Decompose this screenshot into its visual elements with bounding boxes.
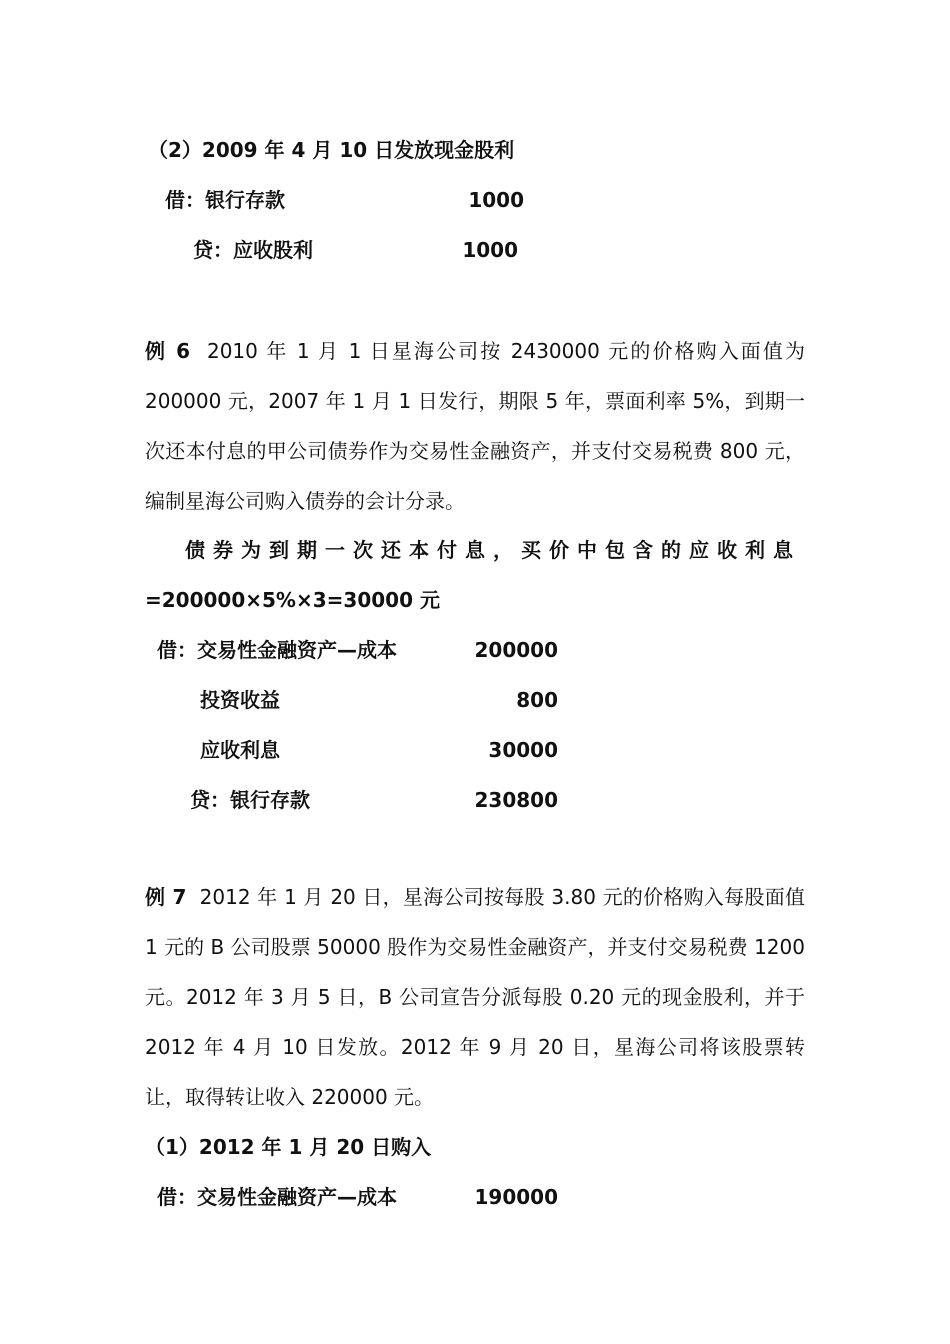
section-heading: （2）2009 年 4 月 10 日发放现金股利 xyxy=(148,138,515,162)
credit-amount: 1000 xyxy=(462,238,518,262)
entry-label: 借：交易性金融资产—成本 xyxy=(157,638,397,662)
example7-label: 例 7 xyxy=(145,885,187,909)
note-line-1: 债券为到期一次还本付息，买价中包含的应收利息 xyxy=(185,538,801,562)
debit-amount: 1000 xyxy=(468,188,524,212)
entry-amount: 30000 xyxy=(488,738,558,762)
entry-label: 应收利息 xyxy=(200,738,280,762)
example6-text: 2010 年 1 月 1 日星海公司按 2430000 元的价格购入面值为 200000 元，2007 年 1 月 1 日发行，期限 5 年，票面利率 5%，到期一次还本付息的甲公司债券作为交易性金融资产，并支付交易税费 800 元，编制星海公司购入债券的会计分录。 xyxy=(145,339,805,513)
example6-paragraph xyxy=(145,326,805,526)
credit-label: 贷：应收股利 xyxy=(193,238,313,262)
debit-label: 借：银行存款 xyxy=(165,188,285,212)
entry-amount: 200000 xyxy=(474,638,558,662)
entry-amount: 230800 xyxy=(474,788,558,812)
entry-amount: 800 xyxy=(516,688,558,712)
example6-label: 例 6 xyxy=(145,339,191,363)
entry-amount: 190000 xyxy=(474,1185,558,1209)
entry-label: 借：交易性金融资产—成本 xyxy=(157,1185,397,1209)
entry-label: 投资收益 xyxy=(200,688,280,712)
section-heading: （1）2012 年 1 月 20 日购入 xyxy=(145,1135,432,1159)
example7-paragraph xyxy=(145,872,805,1122)
example7-text: 2012 年 1 月 20 日，星海公司按每股 3.80 元的价格购入每股面值 1 元的 B 公司股票 50000 股作为交易性金融资产，并支付交易税费 1200 元。2012 年 3 月 5 日，B 公司宣告分派每股 0.20 元的现金股利，并于 2012 年 4 月 10 日发放。2012 年 9 月 20 日，星海公司将该股票转让，取得转让收入 220000 元。 xyxy=(145,885,805,1109)
entry-label: 贷：银行存款 xyxy=(190,788,310,812)
note-line-2: =200000×5%×3=30000 元 xyxy=(145,588,440,612)
